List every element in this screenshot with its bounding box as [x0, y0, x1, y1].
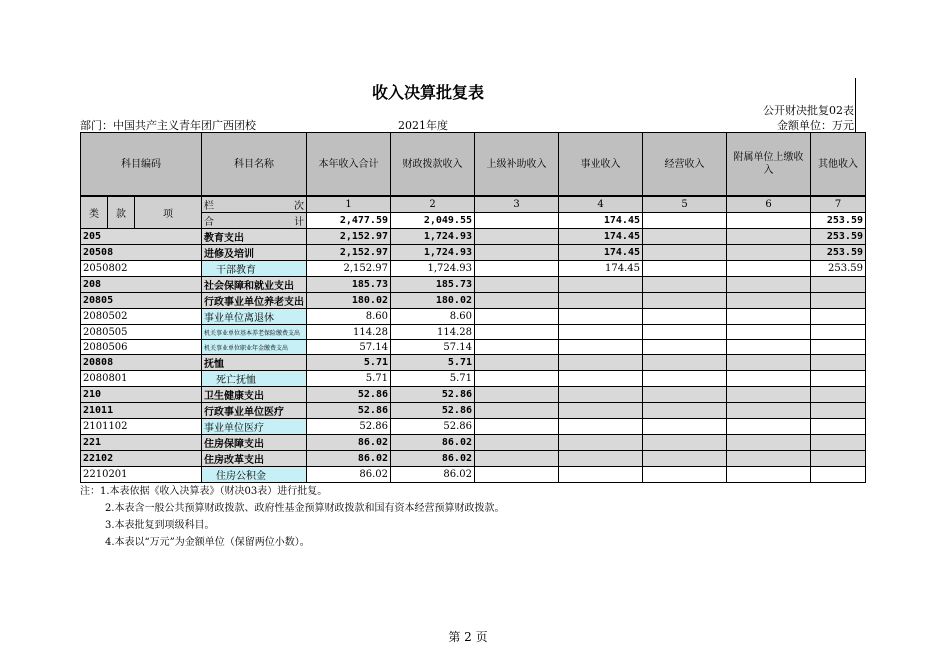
header-code: 科目编码: [81, 133, 202, 197]
page-number: 第 2 页: [448, 630, 488, 644]
row-other: 253.59: [811, 245, 866, 261]
row-total: 5.71: [307, 355, 391, 371]
row-total: 86.02: [307, 467, 391, 483]
row-total: 2,152.97: [307, 229, 391, 245]
row-name: 机关事业单位职业年金缴费支出: [202, 340, 307, 355]
row-other: 253.59: [811, 229, 866, 245]
header-affiliated: 附属单位上缴收入: [727, 133, 811, 197]
table-row: [81, 309, 866, 325]
row-operating: [643, 261, 727, 277]
row-fiscal: 180.02: [391, 293, 475, 309]
row-superior: [475, 340, 559, 355]
note-4: 4.本表以“万元”为金额单位（保留两位小数）。: [105, 537, 310, 548]
row-affiliated: [727, 261, 811, 277]
row-fiscal: 1,724.93: [391, 229, 475, 245]
row-business: [559, 325, 643, 340]
row-fiscal: 8.60: [391, 309, 475, 325]
table-row: [81, 340, 866, 355]
row-fiscal: 86.02: [391, 467, 475, 483]
col-number-2: 2: [391, 196, 475, 213]
row-name: 机关事业单位基本养老保险缴费支出: [202, 325, 307, 340]
row-affiliated: [727, 387, 811, 403]
row-fiscal: 86.02: [391, 435, 475, 451]
department-label: 部门：中国共产主义青年团广西团校: [80, 119, 256, 132]
row-total: 8.60: [307, 309, 391, 325]
col-number-4: 4: [559, 196, 643, 213]
row-affiliated: [727, 309, 811, 325]
row-business: [559, 340, 643, 355]
row-affiliated: [727, 229, 811, 245]
row-total: 5.71: [307, 371, 391, 387]
row-operating: [643, 229, 727, 245]
row-superior: [475, 451, 559, 467]
row-other: [811, 340, 866, 355]
row-business: [559, 387, 643, 403]
row-other: [811, 387, 866, 403]
row-name: 社会保障和就业支出: [202, 277, 307, 293]
totals-superior: [475, 213, 559, 229]
table-row: [81, 387, 866, 403]
row-superior: [475, 245, 559, 261]
row-other: [811, 355, 866, 371]
row-operating: [643, 277, 727, 293]
header-total: 本年收入合计: [307, 133, 391, 197]
row-other: [811, 309, 866, 325]
row-total: 52.86: [307, 419, 391, 435]
row-other: [811, 293, 866, 309]
row-total: 52.86: [307, 403, 391, 419]
row-other: 253.59: [811, 261, 866, 277]
row-code: 22102: [81, 451, 202, 467]
table-row: [81, 229, 866, 245]
row-affiliated: [727, 293, 811, 309]
row-other: [811, 435, 866, 451]
table-row: [81, 355, 866, 371]
row-affiliated: [727, 403, 811, 419]
row-operating: [643, 451, 727, 467]
page-title: 收入决算批复表: [371, 83, 484, 102]
row-superior: [475, 435, 559, 451]
row-fiscal: 1,724.93: [391, 261, 475, 277]
row-total: 2,152.97: [307, 245, 391, 261]
totals-fiscal: 2,049.55: [391, 213, 475, 229]
year-label: 2021年度: [398, 119, 448, 132]
row-affiliated: [727, 371, 811, 387]
row-superior: [475, 261, 559, 277]
row-business: [559, 371, 643, 387]
row-other: [811, 277, 866, 293]
table-row: [81, 419, 866, 435]
row-operating: [643, 355, 727, 371]
row-code: 20805: [81, 293, 202, 309]
row-code: 2080502: [81, 309, 202, 325]
sub-header-lei: 类: [81, 196, 108, 229]
row-total: 180.02: [307, 293, 391, 309]
table-row: [81, 261, 866, 277]
table-row: [81, 325, 866, 340]
row-business: [559, 277, 643, 293]
header-superior: 上级补助收入: [475, 133, 559, 197]
row-affiliated: [727, 325, 811, 340]
row-code: 205: [81, 229, 202, 245]
totals-label-ji: 计: [294, 217, 304, 228]
row-fiscal: 5.71: [391, 355, 475, 371]
revenue-table: [80, 132, 866, 483]
row-superior: [475, 293, 559, 309]
row-other: [811, 419, 866, 435]
row-affiliated: [727, 277, 811, 293]
row-code: 21011: [81, 403, 202, 419]
row-other: [811, 325, 866, 340]
row-fiscal: 57.14: [391, 340, 475, 355]
row-business: [559, 419, 643, 435]
sub-header-ci: 次: [294, 201, 304, 212]
row-name: 行政事业单位医疗: [202, 403, 307, 419]
row-superior: [475, 277, 559, 293]
row-operating: [643, 293, 727, 309]
totals-other: 253.59: [811, 213, 866, 229]
row-name: 住房保障支出: [202, 435, 307, 451]
row-name: 事业单位医疗: [202, 419, 307, 435]
row-business: 174.45: [559, 229, 643, 245]
notes: [80, 483, 505, 551]
column-number-row: [81, 196, 866, 213]
row-affiliated: [727, 467, 811, 483]
row-fiscal: 185.73: [391, 277, 475, 293]
row-name: 住房公积金: [202, 467, 307, 483]
row-fiscal: 52.86: [391, 419, 475, 435]
row-business: [559, 293, 643, 309]
row-other: [811, 403, 866, 419]
row-business: [559, 309, 643, 325]
row-code: 2210201: [81, 467, 202, 483]
col-number-3: 3: [475, 196, 559, 213]
row-affiliated: [727, 245, 811, 261]
row-name: 行政事业单位养老支出: [202, 293, 307, 309]
sub-header-xiang: 项: [135, 196, 202, 229]
unit-label: 金额单位：万元: [777, 119, 854, 132]
row-superior: [475, 325, 559, 340]
header-row: [81, 133, 866, 197]
row-name: 死亡抚恤: [202, 371, 307, 387]
row-code: 208: [81, 277, 202, 293]
row-superior: [475, 355, 559, 371]
row-superior: [475, 467, 559, 483]
row-affiliated: [727, 340, 811, 355]
row-operating: [643, 325, 727, 340]
row-business: [559, 403, 643, 419]
row-name: 进修及培训: [202, 245, 307, 261]
row-name: 抚恤: [202, 355, 307, 371]
row-total: 2,152.97: [307, 261, 391, 277]
row-operating: [643, 403, 727, 419]
header-other: 其他收入: [811, 133, 866, 197]
form-code: 公开财决批复02表: [763, 104, 854, 117]
row-superior: [475, 403, 559, 419]
totals-label-he: 合: [204, 217, 214, 228]
row-name: 教育支出: [202, 229, 307, 245]
row-fiscal: 52.86: [391, 403, 475, 419]
col-number-6: 6: [727, 196, 811, 213]
row-affiliated: [727, 451, 811, 467]
table-row: [81, 435, 866, 451]
row-superior: [475, 309, 559, 325]
row-operating: [643, 419, 727, 435]
totals-affiliated: [727, 213, 811, 229]
sub-header-kuan: 款: [108, 196, 135, 229]
row-affiliated: [727, 355, 811, 371]
row-operating: [643, 435, 727, 451]
row-fiscal: 1,724.93: [391, 245, 475, 261]
row-name: 卫生健康支出: [202, 387, 307, 403]
row-code: 2050802: [81, 261, 202, 277]
row-fiscal: 5.71: [391, 371, 475, 387]
col-number-5: 5: [643, 196, 727, 213]
sub-header-lanci: [202, 196, 307, 213]
row-total: 114.28: [307, 325, 391, 340]
row-fiscal: 86.02: [391, 451, 475, 467]
table-row: [81, 245, 866, 261]
row-code: 2080505: [81, 325, 202, 340]
row-operating: [643, 309, 727, 325]
table-row: [81, 371, 866, 387]
row-total: 86.02: [307, 451, 391, 467]
right-border-line: [855, 78, 856, 132]
sub-header-lan: 栏: [204, 201, 214, 212]
row-code: 210: [81, 387, 202, 403]
row-business: [559, 467, 643, 483]
header-fiscal: 财政拨款收入: [391, 133, 475, 197]
row-business: 174.45: [559, 261, 643, 277]
col-number-7: 7: [811, 196, 866, 213]
row-name: 干部教育: [202, 261, 307, 277]
row-total: 185.73: [307, 277, 391, 293]
note-1: 注：1.本表依据《收入决算表》（财决03表）进行批复。: [80, 486, 328, 497]
row-other: [811, 467, 866, 483]
row-superior: [475, 387, 559, 403]
row-business: [559, 435, 643, 451]
header-business: 事业收入: [559, 133, 643, 197]
table-row: [81, 403, 866, 419]
totals-total: 2,477.59: [307, 213, 391, 229]
totals-operating: [643, 213, 727, 229]
row-name: 事业单位离退休: [202, 309, 307, 325]
row-total: 57.14: [307, 340, 391, 355]
col-number-1: 1: [307, 196, 391, 213]
row-other: [811, 451, 866, 467]
row-code: 20508: [81, 245, 202, 261]
row-code: 221: [81, 435, 202, 451]
note-3: 3.本表批复到项级科目。: [105, 520, 215, 531]
row-operating: [643, 245, 727, 261]
header-name: 科目名称: [202, 133, 307, 197]
totals-label: [202, 213, 307, 229]
table-row: [81, 451, 866, 467]
row-business: [559, 451, 643, 467]
row-code: 20808: [81, 355, 202, 371]
note-2: 2.本表含一般公共预算财政拨款、政府性基金预算财政拨款和国有资本经营预算财政拨款。: [105, 503, 505, 514]
row-other: [811, 371, 866, 387]
totals-business: 174.45: [559, 213, 643, 229]
row-business: [559, 355, 643, 371]
row-total: 86.02: [307, 435, 391, 451]
row-superior: [475, 371, 559, 387]
row-fiscal: 114.28: [391, 325, 475, 340]
row-affiliated: [727, 419, 811, 435]
row-superior: [475, 229, 559, 245]
row-operating: [643, 467, 727, 483]
row-business: 174.45: [559, 245, 643, 261]
row-code: 2080506: [81, 340, 202, 355]
row-fiscal: 52.86: [391, 387, 475, 403]
table-row: [81, 293, 866, 309]
row-affiliated: [727, 435, 811, 451]
row-code: 2080801: [81, 371, 202, 387]
row-operating: [643, 371, 727, 387]
table-row: [81, 467, 866, 483]
row-operating: [643, 340, 727, 355]
row-code: 2101102: [81, 419, 202, 435]
table-row: [81, 277, 866, 293]
row-superior: [475, 419, 559, 435]
header-operating: 经营收入: [643, 133, 727, 197]
row-operating: [643, 387, 727, 403]
row-total: 52.86: [307, 387, 391, 403]
row-name: 住房改革支出: [202, 451, 307, 467]
